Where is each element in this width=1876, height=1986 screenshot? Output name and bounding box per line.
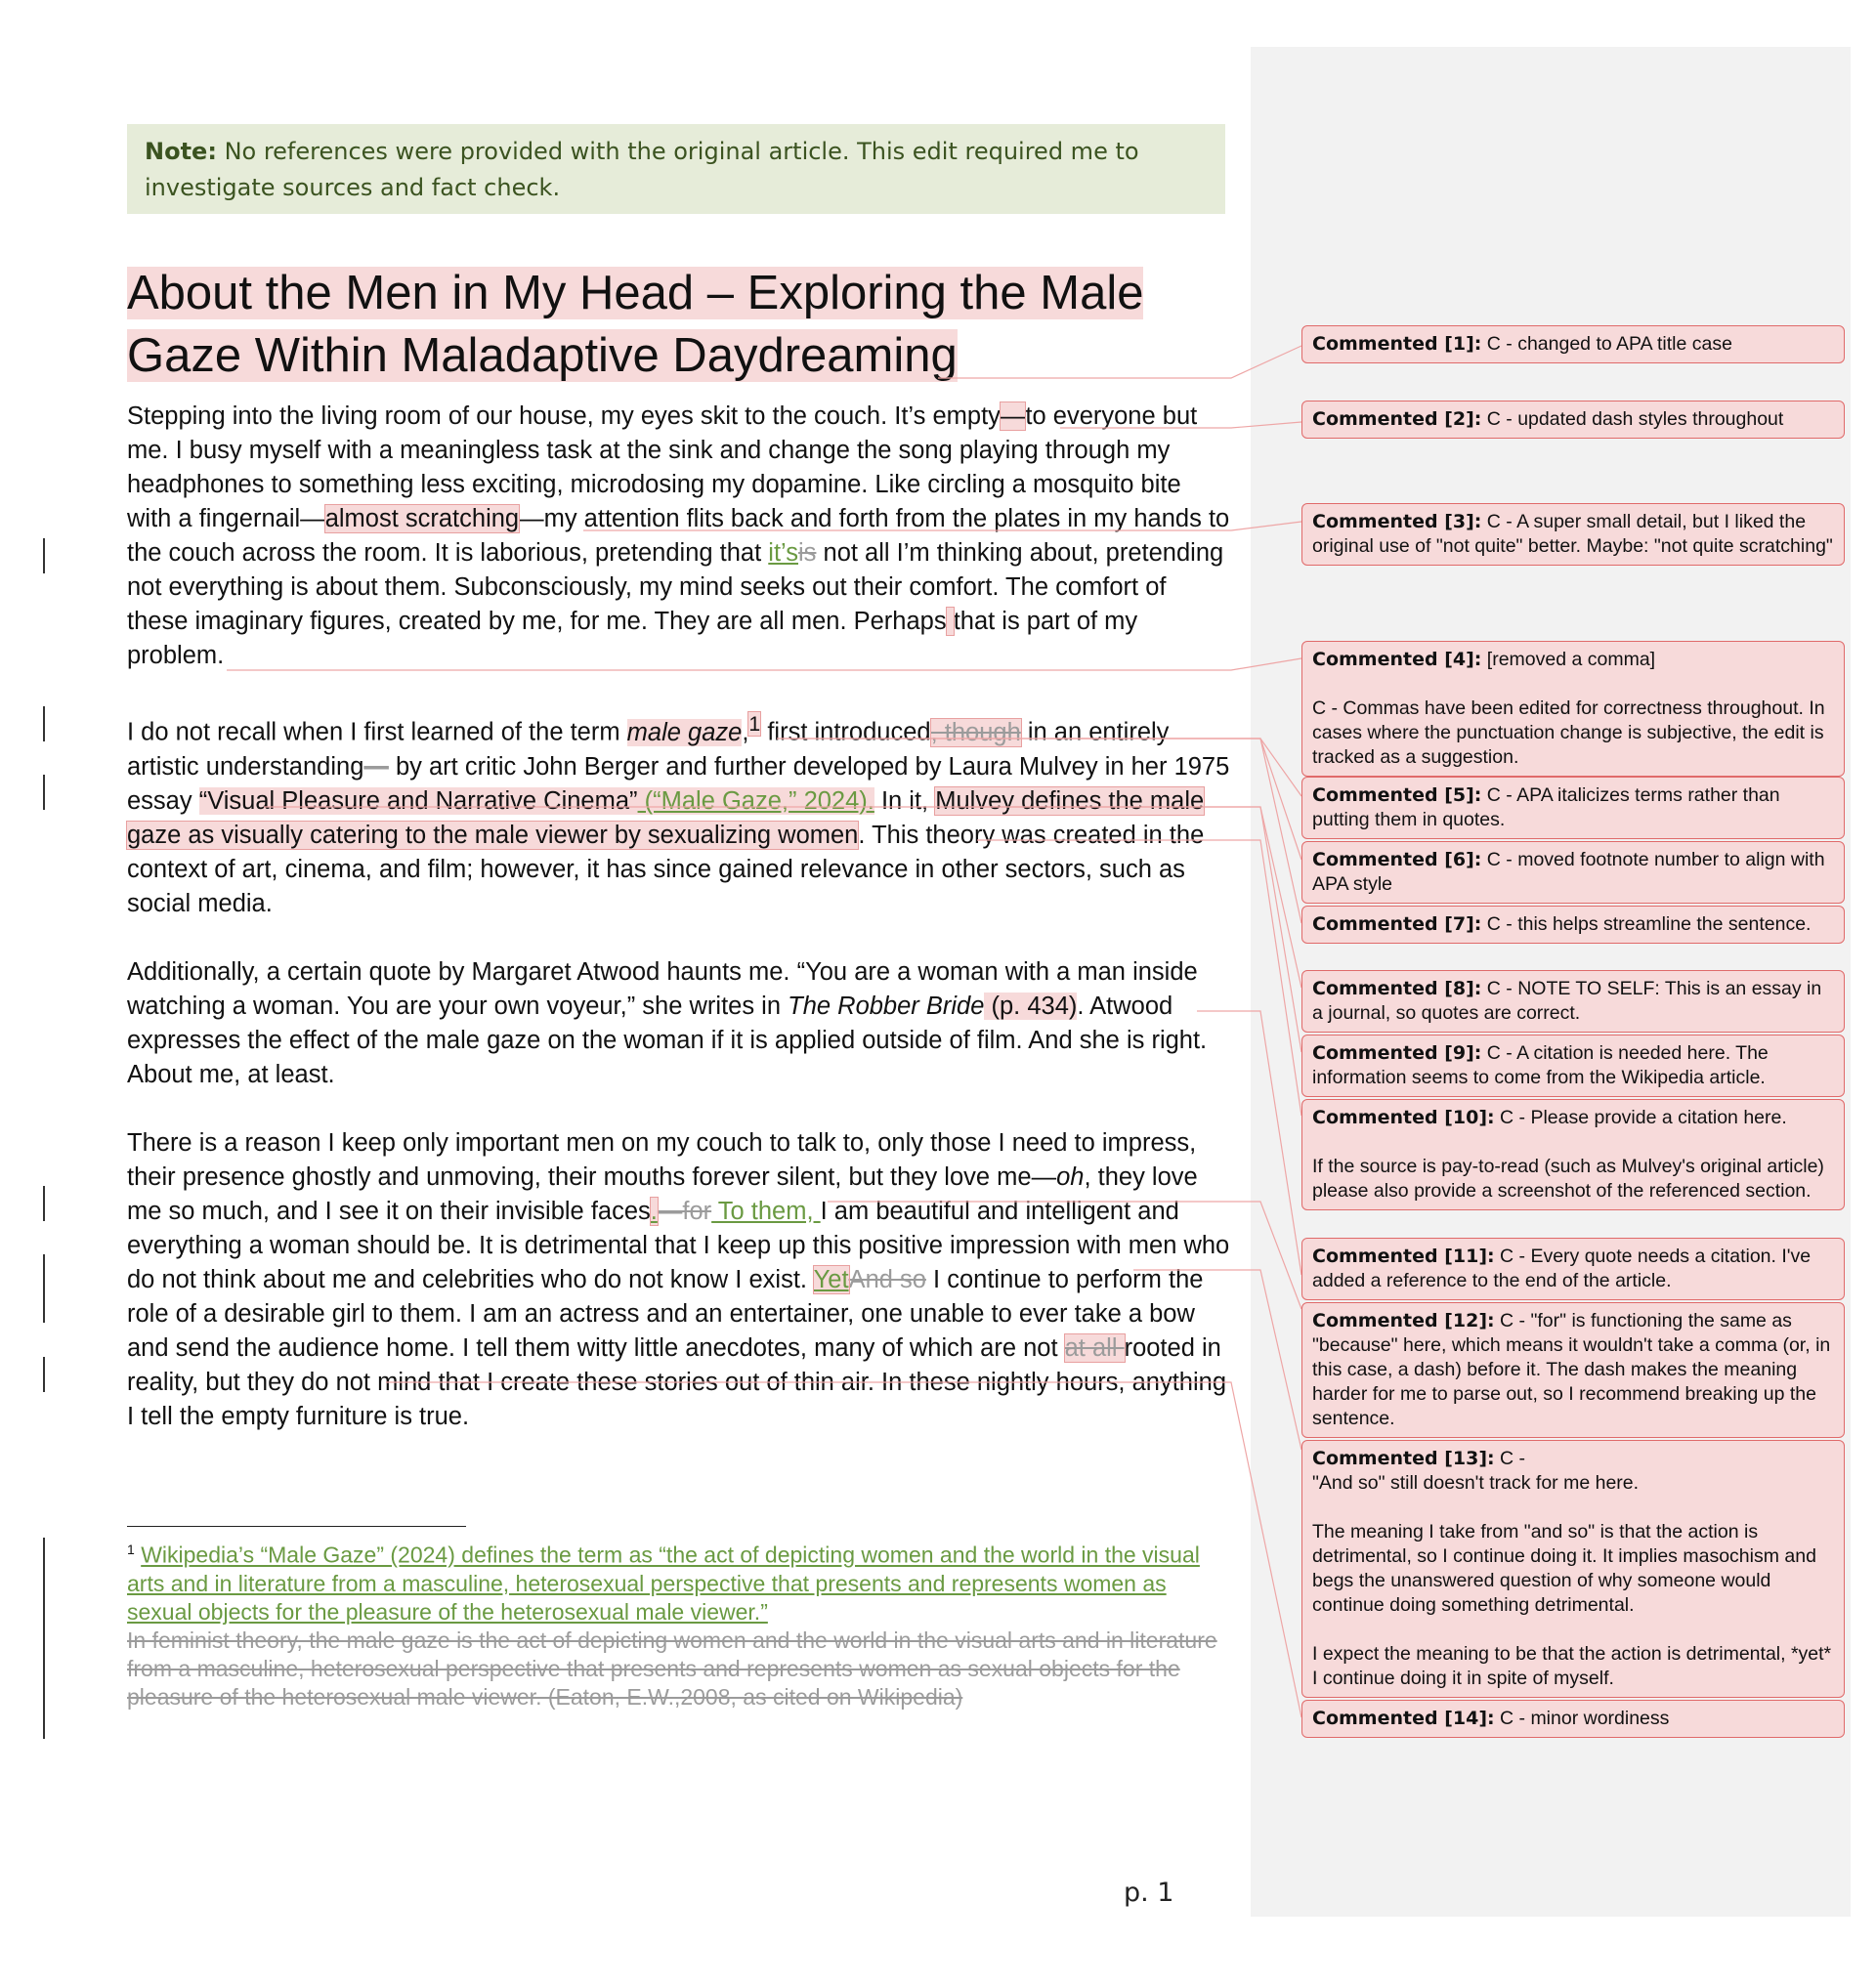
p2-text-d: by art critic John Berger and further developed by Laura Mulvey in her 1975 essay (127, 752, 1230, 815)
comment-text-line: "And so" still doesn't track for me here. (1312, 1472, 1640, 1494)
comment-first-line (1312, 848, 1834, 897)
comment-first-line (1312, 332, 1834, 357)
p1-text-c: —my attention flits back and forth from the plates in my hands to the couch across the room. It is laborious, pretending that (127, 505, 1230, 567)
comment-label: Commented [7]: (1312, 913, 1482, 935)
p3-text-a: Additionally, a certain quote by Margaret Atwood haunts me. “You are a woman with a man inside watching a woman. You are your own voyeur,” she writes in (127, 957, 1198, 1020)
leader-line (1197, 1011, 1301, 1275)
comment-label: Commented [6]: (1312, 849, 1482, 870)
comment-text: C - this helps streamline the sentence. (1481, 913, 1812, 935)
comment-first-line (1312, 1707, 1834, 1731)
comment-label: Commented [14]: (1312, 1708, 1495, 1729)
comment-text-line (1312, 672, 1834, 697)
p1-text-a: Stepping into the living room of our house, my eyes skit to the couch. It’s empty (127, 402, 1001, 430)
p4-deletion-at-all: at all (1064, 1333, 1125, 1362)
comment-balloon[interactable] (1301, 1302, 1845, 1438)
footnote-number: 1 (127, 1542, 135, 1557)
comment-text-line (1312, 1130, 1834, 1155)
comment-text: C - changed to APA title case (1481, 333, 1732, 355)
comment-balloon[interactable] (1301, 1099, 1845, 1210)
comment-text-line: I expect the meaning to be that the action is detrimental, *yet* I continue doing it in spite of myself. (1312, 1643, 1837, 1689)
comment-balloon[interactable] (1301, 641, 1845, 777)
leader-line (938, 346, 1301, 378)
leader-line (1060, 422, 1301, 428)
comment-text: C - APA italicizes terms rather than putting them in quotes. (1312, 784, 1786, 830)
leader-line (1133, 1270, 1301, 1450)
comment-first-line (1312, 1106, 1834, 1130)
leader-line (264, 807, 1301, 988)
comment-balloon[interactable] (1301, 970, 1845, 1033)
footnote-reference[interactable]: 1 (748, 712, 761, 736)
comment-label: Commented [8]: (1312, 978, 1482, 999)
comment-text: C - NOTE TO SELF: This is an essay in a journal, so quotes are correct. (1312, 978, 1827, 1024)
p4-insertion-yet: Yet (813, 1265, 849, 1293)
comment-first-line (1312, 1447, 1834, 1471)
p1-highlight-almost-scratching: almost scratching (324, 505, 520, 532)
p1-deletion: is (798, 539, 817, 567)
p3-book-title: The Robber Bride (788, 992, 985, 1020)
p2-comma: , (742, 718, 749, 746)
leader-line (777, 739, 1301, 796)
comment-label: Commented [3]: (1312, 511, 1482, 532)
comment-first-line (1312, 1309, 1834, 1431)
comment-balloon[interactable] (1301, 1440, 1845, 1698)
comment-balloon[interactable] (1301, 1035, 1845, 1097)
comment-text-line (1312, 1618, 1834, 1642)
footnote-insertion: Wikipedia’s “Male Gaze” (2024) defines the term as “the act of depicting women and the world in the visual arts and in literature from a masculine, heterosexual perspective that presents and represents women as sexual objects for the pleasure of the heterosexual male viewer.” (127, 1542, 1200, 1625)
comment-text: C - "for" is functioning the same as "because" here, which means it wouldn't take a comma (or, in this case, a dash) before it. The dash makes the meaning harder for me to parse out, so I recommend breaking up the sentence. (1312, 1310, 1836, 1429)
comment-label: Commented [4]: (1312, 649, 1482, 670)
comment-first-line (1312, 407, 1834, 432)
comment-text-line: The meaning I take from "and so" is that the action is detrimental, so I continue doing it. It implies masochism and begs the unanswered question of why someone would continue doing something detrimental. (1312, 1521, 1822, 1616)
p1-text-e: that is part of my problem. (127, 608, 1138, 669)
p2-essay-title: “Visual Pleasure and Narrative Cinema” (198, 786, 638, 815)
p4-text-a: There is a reason I keep only important men on my couch to talk to, only those I need to impress, their presence ghostly and unmoving, their mouths forever silent, but they love me— (127, 1128, 1197, 1191)
comment-text-line: If the source is pay-to-read (such as Mulvey's original article) please also provide a screenshot of the referenced section. (1312, 1156, 1830, 1202)
page-number: p. 1 (1124, 1878, 1174, 1908)
comment-first-line (1312, 648, 1834, 672)
p2-deletion-dash: — (363, 752, 389, 781)
comment-label: Commented [2]: (1312, 408, 1482, 430)
comment-text: C - moved footnote number to align with APA style (1312, 849, 1829, 895)
footnote-deletion: In feminist theory, the male gaze is the act of depicting women and the world in the visual arts and in literature from a masculine, heterosexual perspective that presents and represents women as sexual objects for the pleasure of the heterosexual male viewer. (Eaton, E.W.,2008, as cited on Wikipedia) (127, 1627, 1217, 1710)
comment-text: C - A super small detail, but I liked the original use of "not quite" better. Maybe: "not quite scratching" (1312, 511, 1833, 557)
comment-text-line (1312, 1496, 1834, 1520)
comment-text: C - minor wordiness (1494, 1708, 1670, 1729)
note-text: No references were provided with the original article. This edit required me to investigate sources and fact check. (145, 138, 1139, 201)
leader-line (977, 840, 1301, 1116)
title-line-2: Gaze Within Maladaptive Daydreaming (127, 329, 958, 382)
comment-text: C - (1494, 1448, 1526, 1469)
comment-text: C - Please provide a citation here. (1494, 1107, 1787, 1128)
p2-highlight-mulvey-defines: Mulvey defines the male gaze as visually catering to the male viewer by sexualizing women (127, 786, 1205, 849)
comment-balloon[interactable] (1301, 401, 1845, 439)
p2-deletion-though: , though (930, 718, 1021, 746)
p1-insertion: it’s (768, 539, 798, 567)
p2-text-a: I do not recall when I first learned of the term (127, 718, 627, 746)
comment-balloon[interactable] (1301, 841, 1845, 904)
title-line-1: About the Men in My Head – Exploring the Male (127, 267, 1144, 319)
p2-text-c: in an entirely artistic understanding (127, 718, 1170, 781)
comment-balloon[interactable] (1301, 1700, 1845, 1738)
comment-label: Commented [1]: (1312, 333, 1482, 355)
comment-label: Commented [13]: (1312, 1448, 1495, 1469)
leader-line (386, 1382, 1301, 1717)
p4-text-e: rooted in reality, but they do not mind that I create these stories out of thin air. In these nightly hours, anything I tell the empty furniture is true. (127, 1333, 1227, 1430)
comment-label: Commented [11]: (1312, 1246, 1495, 1267)
comment-first-line (1312, 912, 1834, 937)
comment-label: Commented [5]: (1312, 784, 1482, 806)
p2-text-b: first introduced (760, 718, 931, 746)
comment-label: Commented [12]: (1312, 1310, 1495, 1331)
p4-insertion-to-them: To them, (711, 1197, 821, 1225)
comment-text: C - A citation is needed here. The information seems to come from the Wikipedia article. (1312, 1042, 1774, 1088)
comment-first-line (1312, 1245, 1834, 1293)
p4-oh: oh (1056, 1162, 1085, 1191)
p4-deletion-and-so: And so (848, 1265, 926, 1293)
leader-line (1050, 739, 1301, 923)
comment-balloon[interactable] (1301, 325, 1845, 363)
leader-line (828, 1202, 1301, 1309)
p4-text-c: I am beautiful and intelligent and everything a woman should be. It is detrimental that I keep up this positive impression with men who do not think about me and celebrities who do not know I exist. (127, 1197, 1230, 1293)
p2-text-f: . This theory was created in the context of art, cinema, and film; however, it has since gained relevance in other sectors, such as social media. (127, 821, 1205, 917)
p2-term-male-gaze: male gaze (626, 718, 743, 746)
p3-citation: (p. 434) (984, 992, 1078, 1020)
p1-dash: — (1000, 402, 1026, 430)
p3-text-b: . Atwood expresses the effect of the male gaze on the woman if it is applied outside of film. And she is right. About me, at least. (127, 992, 1208, 1088)
leader-line (782, 739, 1301, 860)
comment-first-line (1312, 1041, 1834, 1090)
comment-text: [removed a comma] (1481, 649, 1656, 670)
comment-first-line (1312, 783, 1834, 832)
comment-first-line (1312, 510, 1834, 559)
comment-balloon[interactable] (1301, 503, 1845, 566)
leader-line (967, 807, 1301, 1052)
comment-text: C - Every quote needs a citation. I've added a reference to the end of the article. (1312, 1246, 1816, 1291)
p1-text-d: not all I’m thinking about, pretending not everything is about them. Subconsciously, my mind seeks out their comfort. The comfort of these imaginary figures, created by me, for me. They are all men. Perhaps (127, 539, 1224, 635)
comment-balloon[interactable] (1301, 777, 1845, 839)
p4-text-b: , they love me so much, and I see it on their invisible faces (127, 1162, 1198, 1225)
p4-deletion-for: —for (657, 1197, 712, 1225)
comment-text-line: C - Commas have been edited for correctness throughout. In cases where the punctuation change is subjective, the edit is tracked as a suggestion. (1312, 697, 1831, 768)
p1-text-b: to everyone but me. I busy myself with a meaningless task at the sink and change the song playing through my headphones to something less exciting, microdosing my dopamine. Like circling a mosquito bite with a fingernail— (127, 402, 1198, 532)
p4-text-d: I continue to perform the role of a desirable girl to them. I am an actress and an entertainer, one unable to ever take a bow and send the audience home. I tell them witty little anecdotes, many of which are not (127, 1265, 1204, 1362)
comment-label: Commented [9]: (1312, 1042, 1482, 1064)
comment-text: C - updated dash styles throughout (1481, 408, 1784, 430)
comment-balloon[interactable] (1301, 906, 1845, 944)
p2-insertion-citation: (“Male Gaze,” 2024). (637, 786, 874, 815)
leader-line (583, 522, 1301, 530)
p4-insertion-period: . (650, 1197, 658, 1225)
leader-line (227, 658, 1301, 670)
comment-balloon[interactable] (1301, 1238, 1845, 1300)
comment-first-line (1312, 977, 1834, 1026)
note-label: Note: (145, 138, 217, 165)
comment-label: Commented [10]: (1312, 1107, 1495, 1128)
p2-text-e: In it, (874, 786, 936, 815)
